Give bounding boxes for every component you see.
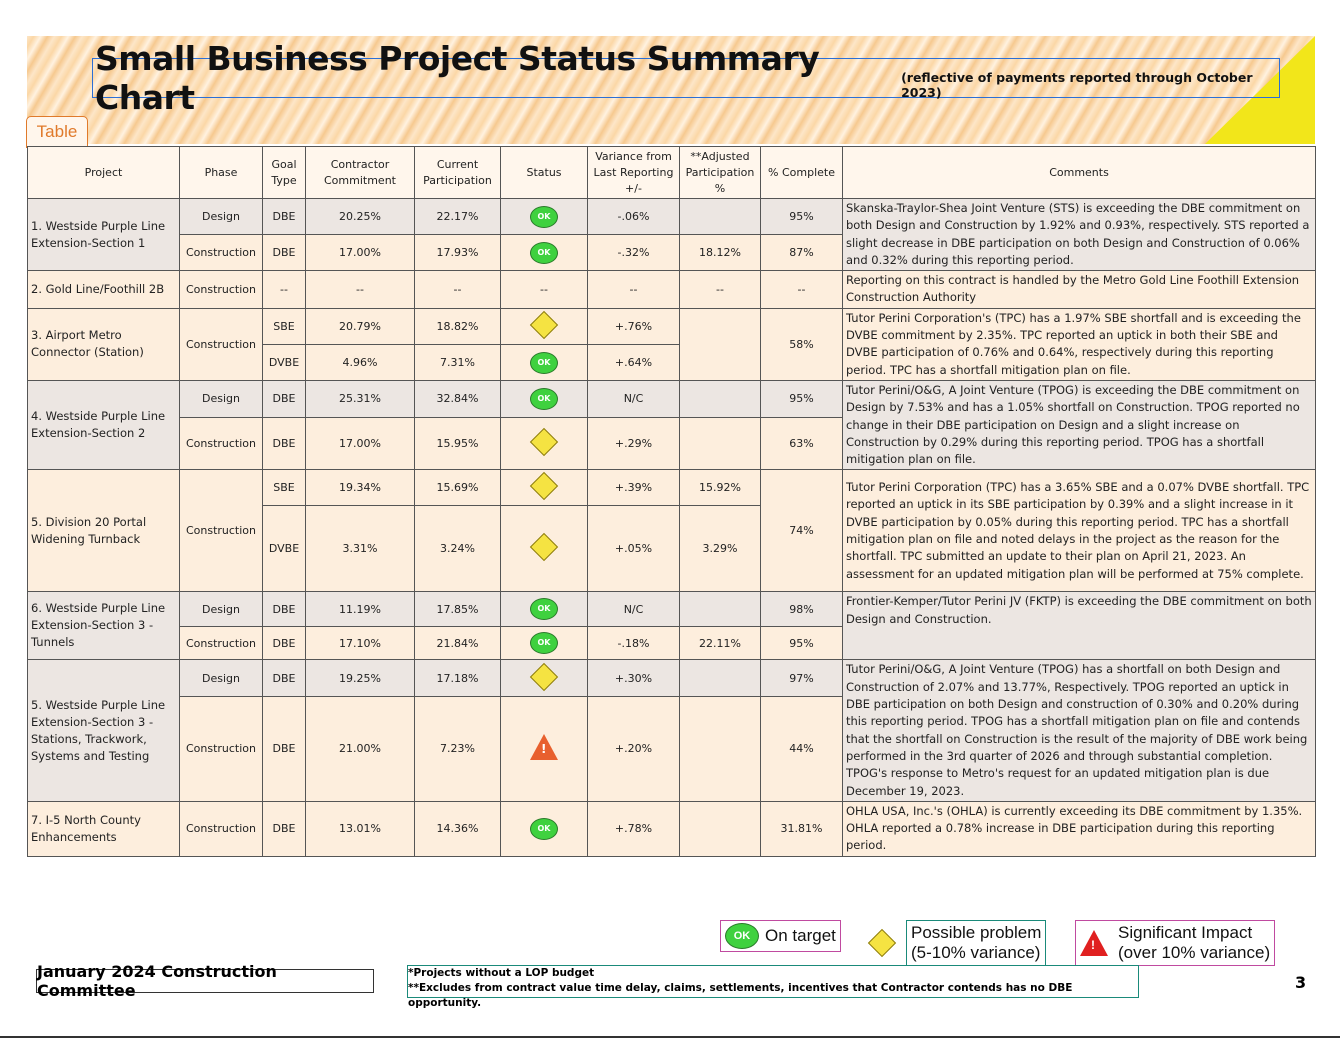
phase-cell: Construction: [180, 470, 263, 592]
col-current: Current Participation: [415, 147, 501, 199]
phase-cell: Construction: [180, 271, 263, 309]
project-name: 7. I-5 North County Enhancements: [28, 801, 180, 856]
page-number: 3: [1295, 973, 1307, 992]
adjusted-cell: [680, 199, 761, 235]
status-cell: [501, 627, 588, 660]
legend-significant-range: (over 10% variance): [1118, 943, 1271, 962]
current-cell: 17.18%: [415, 660, 501, 696]
phase-cell: Construction: [180, 801, 263, 856]
commitment-cell: 20.25%: [306, 199, 415, 235]
table-row: [28, 380, 1316, 417]
adjusted-cell: [680, 660, 761, 696]
commitment-cell: 19.25%: [306, 660, 415, 696]
current-cell: 15.69%: [415, 470, 501, 506]
variance-cell: +.29%: [588, 417, 680, 470]
adjusted-cell: 15.92%: [680, 470, 761, 506]
phase-cell: Design: [180, 660, 263, 696]
col-complete: % Complete: [761, 147, 843, 199]
status-cell: [501, 696, 588, 801]
adjusted-cell: [680, 801, 761, 856]
phase-cell: Design: [180, 380, 263, 417]
col-comments: Comments: [843, 147, 1316, 199]
comment-cell: Skanska-Traylor-Shea Joint Venture (STS) is exceeding the DBE commitment on both Design and Construction by 1.92% and 0.93%, respectively. STS reported a slight decrease in DBE participation on both Design and Construction of 0.06% and 0.32% during this reporting period.: [843, 199, 1316, 271]
ok-status-icon: OK: [530, 818, 558, 840]
adjusted-cell: 18.12%: [680, 235, 761, 271]
goal-cell: DBE: [263, 199, 306, 235]
current-cell: 21.84%: [415, 627, 501, 660]
legend-significant: [1075, 920, 1275, 966]
phase-cell: Construction: [180, 627, 263, 660]
phase-cell: Construction: [180, 308, 263, 380]
commitment-cell: --: [306, 271, 415, 309]
adjusted-cell: 3.29%: [680, 506, 761, 592]
ok-status-icon: OK: [530, 632, 558, 654]
complete-cell: 63%: [761, 417, 843, 470]
comment-cell: Frontier-Kemper/Tutor Perini JV (FKTP) is exceeding the DBE commitment on both Design and Construction.: [843, 592, 1316, 660]
variance-cell: -.32%: [588, 235, 680, 271]
ok-status-icon: OK: [530, 242, 558, 264]
possible-legend-icon: [868, 929, 896, 957]
status-table: [27, 146, 1316, 857]
project-name: 4. Westside Purple Line Extension-Section 2: [28, 380, 180, 469]
table-row: [28, 592, 1316, 627]
comment-cell: Tutor Perini/O&G, A Joint Venture (TPOG) is exceeding the DBE commitment on Design by 7.53% and has a 1.05% shortfall on Construction. TPOG reported no change in their DBE participation on Design and a slight increase on Construction by 0.29% during this reporting period. TPOG has a shortfall mitigation plan on file.: [843, 380, 1316, 469]
table-row: [28, 660, 1316, 696]
complete-cell: 95%: [761, 380, 843, 417]
project-name: 3. Airport Metro Connector (Station): [28, 308, 180, 380]
col-project: Project: [28, 147, 180, 199]
possible-problem-icon: [530, 662, 558, 690]
variance-cell: +.76%: [588, 308, 680, 345]
status-cell: [501, 470, 588, 506]
complete-cell: 97%: [761, 660, 843, 696]
variance-cell: +.78%: [588, 801, 680, 856]
ok-status-icon: OK: [530, 598, 558, 620]
comment-cell: OHLA USA, Inc.'s (OHLA) is currently exceeding its DBE commitment by 1.35%. OHLA reported a 0.78% increase in DBE participation during this reporting period.: [843, 801, 1316, 856]
goal-cell: DBE: [263, 592, 306, 627]
legend-on-target: [720, 920, 841, 952]
project-name: 1. Westside Purple Line Extension-Section 1: [28, 199, 180, 271]
project-name: 5. Division 20 Portal Widening Turnback: [28, 470, 180, 592]
commitment-cell: 17.00%: [306, 417, 415, 470]
goal-cell: DBE: [263, 417, 306, 470]
goal-cell: DBE: [263, 627, 306, 660]
legend-possible-label: Possible problem: [911, 923, 1042, 942]
status-cell: [501, 380, 588, 417]
project-name: 5. Westside Purple Line Extension-Section 3 - Stations, Trackwork, Systems and Testing: [28, 660, 180, 801]
ok-status-icon: OK: [530, 388, 558, 410]
status-cell: [501, 506, 588, 592]
current-cell: 22.17%: [415, 199, 501, 235]
significant-legend-icon: !: [1080, 930, 1108, 956]
complete-cell: 31.81%: [761, 801, 843, 856]
status-cell: [501, 592, 588, 627]
phase-cell: Construction: [180, 417, 263, 470]
comment-cell: Tutor Perini Corporation's (TPC) has a 1.97% SBE shortfall and is exceeding the DVBE commitment by 2.35%. TPC reported an uptick in both their SBE and DVBE participation of 0.76% and 0.64%, respectively during this reporting period. TPC has a shortfall mitigation plan on file.: [843, 308, 1316, 380]
current-cell: 17.93%: [415, 235, 501, 271]
variance-cell: +.39%: [588, 470, 680, 506]
col-phase: Phase: [180, 147, 263, 199]
status-cell: [501, 235, 588, 271]
status-cell: [501, 801, 588, 856]
current-cell: 3.24%: [415, 506, 501, 592]
commitment-cell: 13.01%: [306, 801, 415, 856]
commitment-cell: 19.34%: [306, 470, 415, 506]
current-cell: 32.84%: [415, 380, 501, 417]
variance-cell: -.06%: [588, 199, 680, 235]
status-cell: [501, 417, 588, 470]
project-name: 2. Gold Line/Foothill 2B: [28, 271, 180, 309]
table-row: [28, 470, 1316, 506]
legend-on-target-label: On target: [765, 926, 836, 945]
variance-cell: +.05%: [588, 506, 680, 592]
adjusted-cell: [680, 308, 761, 380]
page-title: Small Business Project Status Summary Chart: [95, 39, 820, 117]
complete-cell: 44%: [761, 696, 843, 801]
phase-cell: Construction: [180, 235, 263, 271]
variance-cell: N/C: [588, 380, 680, 417]
table-row: [28, 801, 1316, 856]
commitment-cell: 17.10%: [306, 627, 415, 660]
status-cell: [501, 199, 588, 235]
current-cell: 17.85%: [415, 592, 501, 627]
col-goal-type: Goal Type: [263, 147, 306, 199]
footnote-1: *Projects without a LOP budget: [408, 967, 595, 979]
footnote-2: **Excludes from contract value time delay, claims, settlements, incentives that Contractor contends has no DBE opportunity.: [408, 982, 1073, 1009]
possible-problem-icon: [530, 428, 558, 456]
commitment-cell: 17.00%: [306, 235, 415, 271]
goal-cell: DVBE: [263, 506, 306, 592]
current-cell: --: [415, 271, 501, 309]
adjusted-cell: [680, 592, 761, 627]
ok-legend-icon: OK: [725, 923, 759, 949]
phase-cell: Design: [180, 199, 263, 235]
legend-significant-label: Significant Impact: [1118, 923, 1253, 942]
complete-cell: --: [761, 271, 843, 309]
comment-cell: Tutor Perini Corporation (TPC) has a 3.65% SBE and a 0.07% DVBE shortfall. TPC reported an uptick in its SBE participation by 0.39% and a slight increase in it DVBE participation by 0.05% during this reporting period. TPC has a shortfall mitigation plan on file and noted delays in the project as the reason for the shortfall. TPC submitted an update to their plan on April 21, 2023. An assessment for an updated mitigation plan will be performed at 75% complete.: [843, 470, 1316, 592]
adjusted-cell: [680, 417, 761, 470]
adjusted-cell: --: [680, 271, 761, 309]
adjusted-cell: 22.11%: [680, 627, 761, 660]
possible-problem-icon: [530, 533, 558, 561]
goal-cell: DBE: [263, 696, 306, 801]
project-name: 6. Westside Purple Line Extension-Section 3 - Tunnels: [28, 592, 180, 660]
complete-cell: 95%: [761, 627, 843, 660]
adjusted-cell: [680, 696, 761, 801]
goal-cell: DBE: [263, 801, 306, 856]
goal-cell: DBE: [263, 380, 306, 417]
status-cell: [501, 308, 588, 345]
page-subtitle: (reflective of payments reported through October 2023): [901, 70, 1253, 100]
current-cell: 7.23%: [415, 696, 501, 801]
adjusted-cell: [680, 380, 761, 417]
significant-impact-icon: !: [530, 734, 558, 760]
col-adjusted: **Adjusted Participation %: [680, 147, 761, 199]
phase-cell: Design: [180, 592, 263, 627]
goal-cell: SBE: [263, 470, 306, 506]
complete-cell: 87%: [761, 235, 843, 271]
status-cell: [501, 660, 588, 696]
variance-cell: +.30%: [588, 660, 680, 696]
commitment-cell: 11.19%: [306, 592, 415, 627]
commitment-cell: 25.31%: [306, 380, 415, 417]
variance-cell: --: [588, 271, 680, 309]
table-row: [28, 308, 1316, 345]
phase-cell: Construction: [180, 696, 263, 801]
table-row: [28, 199, 1316, 235]
complete-cell: 95%: [761, 199, 843, 235]
committee-label: January 2024 Construction Committee: [36, 969, 374, 993]
variance-cell: -.18%: [588, 627, 680, 660]
status-cell: --: [501, 271, 588, 309]
possible-problem-icon: [530, 472, 558, 500]
goal-cell: SBE: [263, 308, 306, 345]
variance-cell: +.64%: [588, 345, 680, 381]
commitment-cell: 20.79%: [306, 308, 415, 345]
legend-possible-range: (5-10% variance): [911, 943, 1041, 962]
variance-cell: N/C: [588, 592, 680, 627]
goal-cell: --: [263, 271, 306, 309]
complete-cell: 98%: [761, 592, 843, 627]
current-cell: 18.82%: [415, 308, 501, 345]
status-cell: [501, 345, 588, 381]
table-tab[interactable]: Table: [26, 116, 88, 148]
legend-possible: [872, 920, 1046, 966]
commitment-cell: 4.96%: [306, 345, 415, 381]
col-commitment: Contractor Commitment: [306, 147, 415, 199]
ok-status-icon: OK: [530, 206, 558, 228]
current-cell: 14.36%: [415, 801, 501, 856]
commitment-cell: 21.00%: [306, 696, 415, 801]
current-cell: 15.95%: [415, 417, 501, 470]
title-box: [92, 39, 1280, 117]
complete-cell: 74%: [761, 470, 843, 592]
complete-cell: 58%: [761, 308, 843, 380]
goal-cell: DVBE: [263, 345, 306, 381]
commitment-cell: 3.31%: [306, 506, 415, 592]
table-row: [28, 271, 1316, 309]
col-variance: Variance from Last Reporting +/-: [588, 147, 680, 199]
ok-status-icon: OK: [530, 352, 558, 374]
goal-cell: DBE: [263, 235, 306, 271]
goal-cell: DBE: [263, 660, 306, 696]
possible-problem-icon: [530, 311, 558, 339]
variance-cell: +.20%: [588, 696, 680, 801]
col-status: Status: [501, 147, 588, 199]
comment-cell: Tutor Perini/O&G, A Joint Venture (TPOG) has a shortfall on both Design and Construction of 2.07% and 13.77%, Respectively. TPOG reported an uptick in DBE participation on both Design and construction of 0.30% and 0.20% during this reporting period. TPOG has a shortfall mitigation plan on file and contends that the shortfall on Construction is the result of the majority of DBE work being performed in the 3rd quarter of 2026 and through substantial completion. TPOG's response to Metro's request for an updated mitigation plan is due December 19, 2023.: [843, 660, 1316, 801]
comment-cell: Reporting on this contract is handled by the Metro Gold Line Foothill Extension Construction Authority: [843, 271, 1316, 309]
current-cell: 7.31%: [415, 345, 501, 381]
footnotes: [407, 965, 1139, 1009]
